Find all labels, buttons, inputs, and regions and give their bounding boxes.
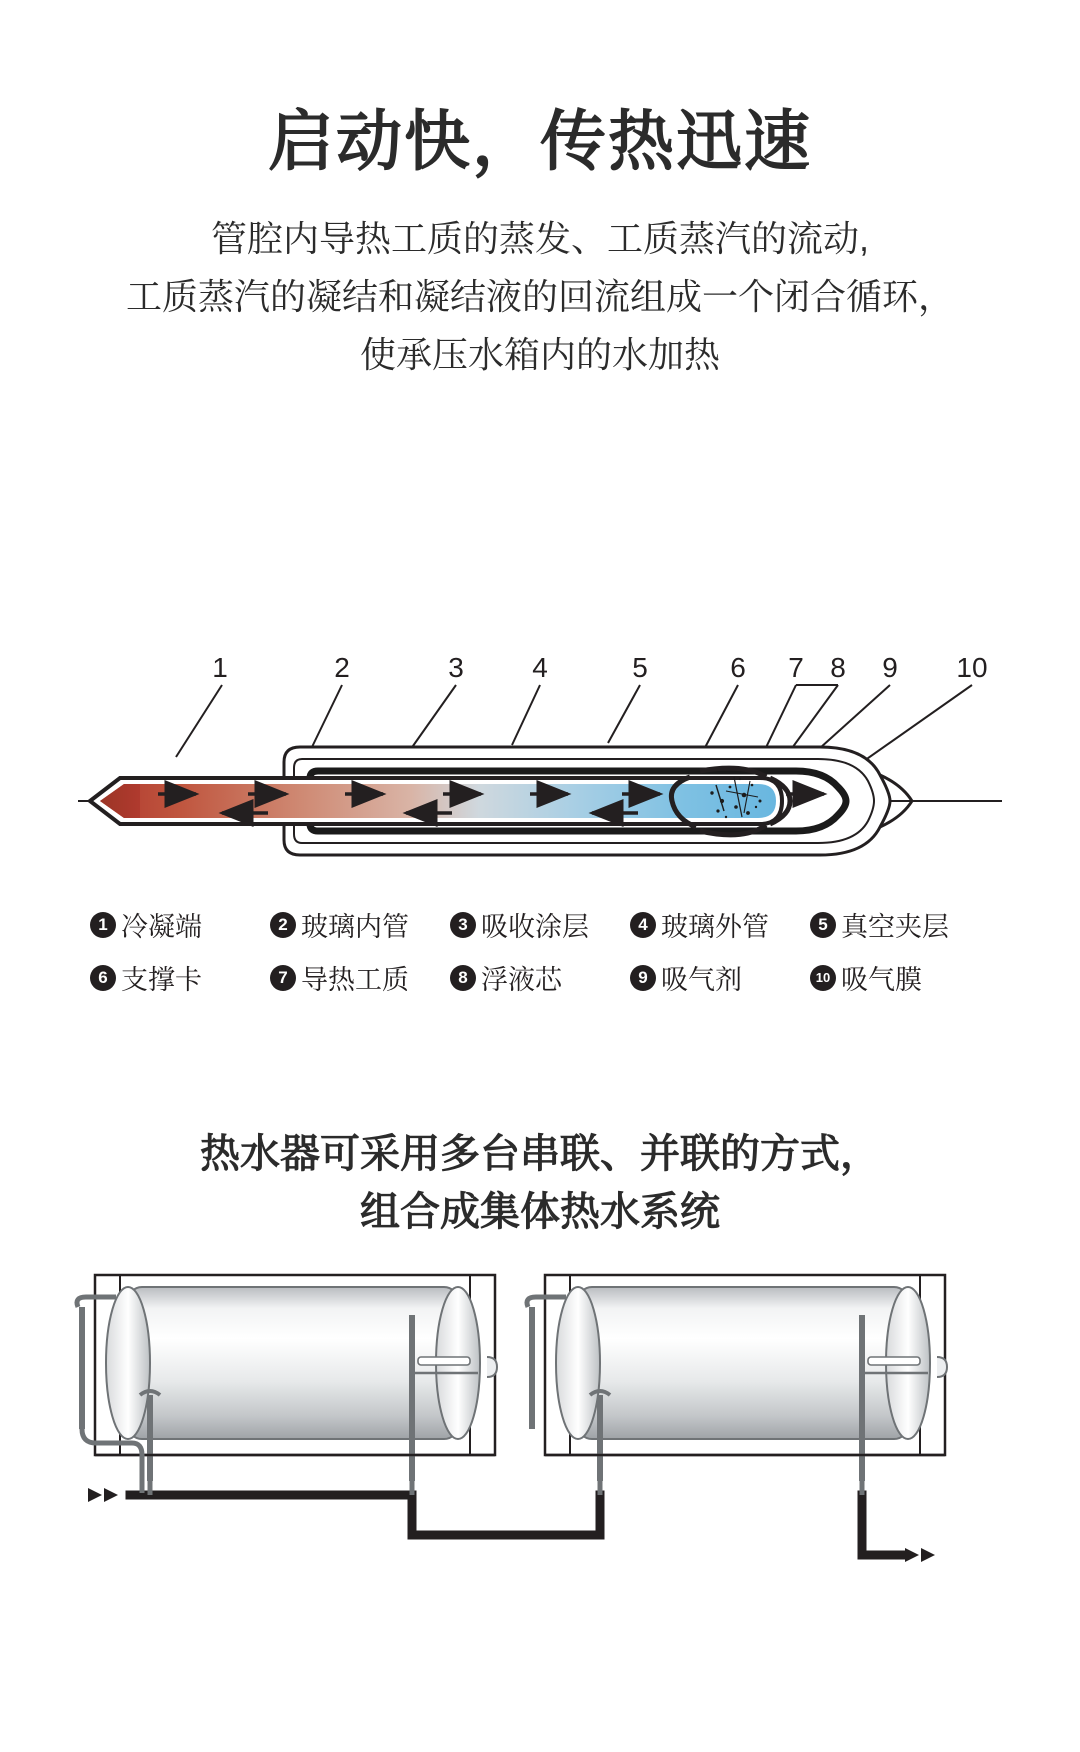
- tank-inlet-pipe-1: [77, 1297, 116, 1307]
- legend-item-1: [90, 905, 270, 944]
- callout-numbers: [212, 652, 987, 683]
- section2-title: [0, 1125, 1080, 1241]
- legend-label-8: 浮液芯: [481, 965, 562, 995]
- subtitle-block: [0, 210, 1080, 385]
- legend-badge-6: 6: [90, 965, 116, 991]
- subtitle-line-2: 工质蒸汽的凝结和凝结液的回流组成一个闭合循环，: [125, 275, 954, 317]
- legend-label-3: 吸收涂层: [481, 912, 589, 942]
- tank-unit-2: [527, 1275, 947, 1481]
- legend-label-2: 玻璃内管: [301, 912, 409, 942]
- callout-2: 2: [334, 652, 350, 683]
- legend-item-6: [90, 958, 270, 997]
- legend-label-7: 导热工质: [301, 965, 409, 995]
- section2-title-line-1: 热水器可采用多台串联、并联的方式，: [200, 1132, 880, 1176]
- legend-item-2: [270, 905, 450, 944]
- legend-row: [90, 905, 990, 944]
- callout-10: 10: [956, 652, 988, 683]
- legend-badge-5: 5: [810, 912, 836, 938]
- flow-arrow-out: [905, 1548, 935, 1562]
- tank-cap-left-2: [556, 1287, 600, 1439]
- subtitle-line-1: 管腔内导热工质的蒸发、工质蒸汽的流动,: [210, 217, 869, 259]
- callout-7: 7: [788, 652, 804, 683]
- legend-badge-9: 9: [630, 965, 656, 991]
- legend-label-10: 吸气膜: [841, 965, 922, 995]
- legend-label-9: 吸气剂: [661, 965, 742, 995]
- tank-body-2: [578, 1287, 908, 1439]
- legend-item-8: [450, 958, 630, 997]
- tank-port-1: [487, 1357, 497, 1377]
- callout-5: 5: [632, 652, 648, 683]
- subtitle-line-3: 使承压水箱内的水加热: [359, 334, 720, 376]
- section2-title-line-2: 组合成集体热水系统: [360, 1190, 720, 1234]
- legend-badge-8: 8: [450, 965, 476, 991]
- tank-plate-2: [868, 1357, 920, 1365]
- legend-label-4: 玻璃外管: [661, 912, 769, 942]
- callout-9: 9: [882, 652, 898, 683]
- legend-badge-4: 4: [630, 912, 656, 938]
- legend-badge-10: 10: [810, 965, 836, 991]
- manifold-piping: [130, 1495, 905, 1555]
- legend-badge-3: 3: [450, 912, 476, 938]
- tank-array-diagram: [0, 1245, 1080, 1645]
- legend-item-10: [810, 958, 990, 997]
- heat-pipe-diagram: [0, 635, 1080, 895]
- tank-cap-left-1: [106, 1287, 150, 1439]
- tank-inlet-pipe-2: [527, 1297, 566, 1307]
- tank-port-2: [937, 1357, 947, 1377]
- callout-3: 3: [448, 652, 464, 683]
- callout-8: 8: [830, 652, 846, 683]
- legend-badge-1: 1: [90, 912, 116, 938]
- legend-item-7: [270, 958, 450, 997]
- callout-6: 6: [730, 652, 746, 683]
- legend-row: [90, 958, 990, 997]
- callout-1: 1: [212, 652, 228, 683]
- legend-label-5: 真空夹层: [841, 912, 949, 942]
- legend-label-6: 支撑卡: [121, 965, 202, 995]
- legend-badge-2: 2: [270, 912, 296, 938]
- diagram-legend: [90, 905, 990, 1011]
- tank-body-1: [128, 1287, 458, 1439]
- callout-4: 4: [532, 652, 548, 683]
- legend-item-5: [810, 905, 990, 944]
- legend-item-4: [630, 905, 810, 944]
- page-title: 启动快，传热迅速: [268, 104, 812, 178]
- legend-label-1: 冷凝端: [121, 912, 202, 942]
- flow-arrow-in: [88, 1488, 118, 1502]
- legend-badge-7: 7: [270, 965, 296, 991]
- tank-plate-1: [418, 1357, 470, 1365]
- legend-item-3: [450, 905, 630, 944]
- legend-item-9: [630, 958, 810, 997]
